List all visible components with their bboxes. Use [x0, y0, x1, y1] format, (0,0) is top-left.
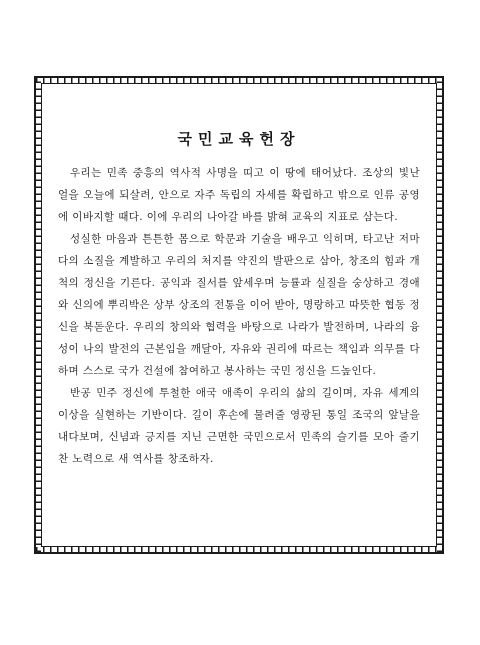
paragraph-2: 성실한 마음과 튼튼한 몸으로 학문과 기술을 배우고 익히며, 타고난 저마다의 소질을 계발하고 우리의 처지를 약진의 발판으로 삼아, 창조의 힘과 개척의 정신을 기른다. 공익과 질서를 앞세우며 능률과 실질을 숭상하고 경애와 신의에 뿌리박은 상부 상조의 전통을 이어 받아, 명랑하고 따뜻한 협동 정신을 북돋운다. 우리의 창의와 협력을 바탕으로 나라가 발전하며, 나라의 융성이 나의 발전의 근본임을 깨달아, 자유와 권리에 따르는 책임과 의무를 다하며 스스로 국가 건설에 참여하고 봉사하는 국민 정신을 드높인다.	[58, 233, 420, 377]
decorative-border	[34, 76, 444, 554]
paragraph-3: 반공 민주 정신에 투철한 애국 애족이 우리의 삶의 길이며, 자유 세계의 이상을 실현하는 기반이다. 길이 후손에 물려줄 영광된 통일 조국의 앞날을 내다보며, 신념과 긍지를 지닌 근면한 국민으로서 민족의 슬기를 모아 줄기찬 노력으로 새 역사를 창조하자.	[58, 387, 420, 465]
paragraph-1: 우리는 민족 중흥의 역사적 사명을 띠고 이 땅에 태어났다. 조상의 빛난 얼을 오늘에 되살려, 안으로 자주 독립의 자세를 확립하고 밖으로 인류 공영에 이바지할 때다. 이에 우리의 나아갈 바를 밝혀 교육의 지표로 삼는다.	[58, 167, 420, 223]
charter-body	[58, 162, 420, 470]
document-title: 국민교육헌장	[177, 130, 301, 148]
document-panel	[41, 83, 437, 547]
